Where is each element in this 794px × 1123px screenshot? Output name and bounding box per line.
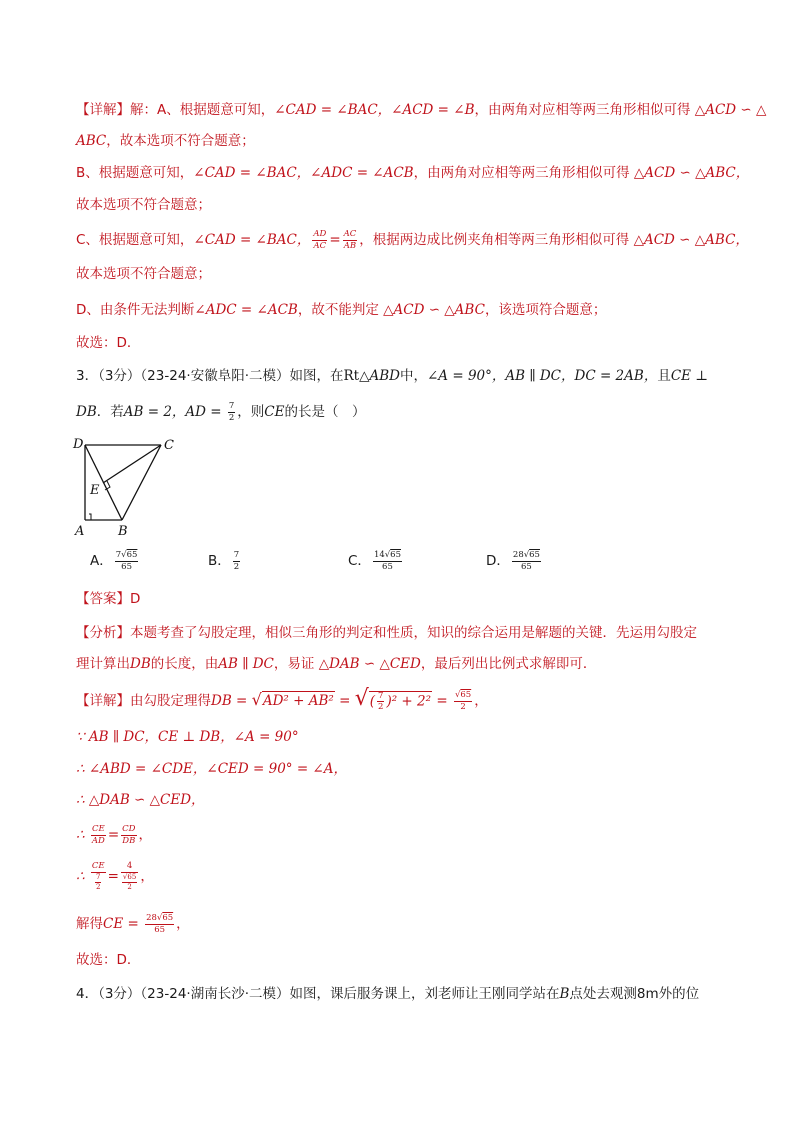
detail-text: B、根据题意可知， [76,165,194,181]
option-c-label: C． [348,553,371,569]
math-conditions: ∠A = 90°，AB ∥ DC，DC = 2AB， [426,368,658,384]
math-angle-eq-3: ∠CAD = ∠BAC， [193,232,311,248]
analysis-text: ，最后列出比例式求解即可． [420,656,597,672]
option-d[interactable] [486,549,543,571]
analysis-tag: 【分析】 [76,625,130,641]
step-therefore-1: ∴ ∠ABD = ∠CDE，∠CED = 90° = ∠A， [76,761,347,777]
detail-line-d1 [76,301,606,319]
detail-tag: 【详解】 [76,693,130,709]
question-text: 点处去观测8m外的位 [569,986,700,1002]
question-3-line-2: DB．若AB = 2，AD = $\frac{7}{2}$ ，则CE的长是（ ） [76,401,366,423]
question-text: 3．（3分）（23-24·安徽阜阳·二模）如图，在 [76,368,344,384]
detail-line-b2 [76,196,211,214]
answer-line [76,590,140,608]
question-4-line-1 [76,985,699,1003]
math-rt-abd: Rt△ABD [343,368,400,384]
detail-text: 故选：D． [76,952,141,968]
question-text: ．若 [96,404,124,420]
analysis-text: 理计算出 [76,656,130,672]
option-c[interactable] [348,549,404,571]
math-similar: △ACD ∽ △ABC， [629,232,749,248]
step-solve: 解得CE = $\frac{28√65}{65}$ ， [76,913,190,935]
detail-text: 故选：D． [76,335,141,351]
detail-text: 解得 [76,916,103,932]
detail-text: ，根据两边成比例夹角相等两三角形相似可得 [359,232,630,248]
analysis-line-1 [76,624,697,642]
label-e: E [90,483,100,498]
math-fraction: $\frac{7√65}{65}$ [115,550,138,572]
option-b-label: B． [208,553,231,569]
answer-tag: 【答案】 [76,591,130,607]
detail-text: ，由两角对应相等两三角形相似可得 [413,165,630,181]
math-angle-eq-4: ∠ADC = ∠ACB [194,302,298,318]
math-fraction: $\frac{28√65}{65}$ [512,550,540,572]
math-abc: ABC [76,133,107,149]
label-d: D [73,437,84,452]
question-text: 4．（3分）（23-24·湖南长沙·二模）如图，课后服务课上，刘老师让王刚同学站在 [76,986,560,1002]
detail-tag: 【详解】 [76,102,130,118]
label-b: B [118,524,128,539]
detail-text: 由勾股定理得 [130,693,211,709]
detail-text: ，故不能判定 [297,302,379,318]
detail-line-choose [76,334,140,352]
detail-text: ，由两角对应相等两三角形相似可得 [474,102,691,118]
analysis-text: 的长度，由 [150,656,219,672]
step-therefore-4: ∴ $\frac{CE}{\frac{7}{2}}$ = $\frac{4}{\frac{√65}{2}}$ ， [76,861,154,891]
detail-text: 解：A、根据题意可知， [130,102,275,118]
math-point-b: B [559,986,570,1002]
detail-line-pythag: 【详解】由勾股定理得DB = √AD² + AB² = √( $\frac{7}{2}$ )² + 2² = $\frac{√65}{2}$ ， [76,686,488,712]
detail-line-c1: C、根据题意可知，∠CAD = ∠BAC， $\frac{AD}{AC}$ = $\frac{AC}{AB}$ ，根据两边成比例夹角相等两三角形相似可得 △ACD ∽ △ABC， [76,229,749,251]
math-similar: △ACD ∽ △ [690,102,767,118]
answer-value: D [130,591,141,607]
detail-line-c2 [76,265,211,283]
detail-line-a1 [76,101,766,119]
option-d-label: D． [486,553,510,569]
question-text: ，则 [237,404,265,420]
analysis-line-2: 理计算出DB的长度，由AB ∥ DC，易证 △DAB ∽ △CED，最后列出比例式求解即可． [76,656,597,672]
math-angle-eq-2: ∠CAD = ∠BAC，∠ADC = ∠ACB [193,165,414,181]
analysis-text: ，易证 [273,656,315,672]
detail-line-a2 [76,132,255,150]
detail-text: D、由条件无法判断 [76,302,195,318]
math-fraction: $\frac{7}{2}$ [228,401,235,423]
math-fraction: $\frac{7}{2}$ [233,550,240,572]
step-therefore-3: ∴ $\frac{CE}{AD}$ = $\frac{CD}{DB}$ ， [76,824,152,846]
option-b[interactable] [208,549,242,571]
math-fraction: $\frac{√65}{2}$ [454,690,472,712]
analysis-text: 本题考查了勾股定理，相似三角形的判定和性质，知识的综合运用是解题的关键．先运用勾股定 [130,625,697,641]
math-fraction: $\frac{14√65}{65}$ [373,550,401,572]
question-3-line-1: 3．（3分）（23-24·安徽阜阳·二模）如图，在Rt△ABD中，∠A = 90°，AB ∥ DC，DC = 2AB，且CE ⊥ [76,368,708,384]
detail-text: C、根据题意可知， [76,232,194,248]
option-a-label: A． [90,553,113,569]
step-choose [76,951,140,969]
question-text: 的长是（ ） [284,404,366,420]
step-because: ∵ AB ∥ DC，CE ⊥ DB，∠A = 90° [76,729,299,745]
detail-text: 故本选项不符合题意； [76,266,211,282]
detail-text: ，故本选项不符合题意； [106,133,255,149]
math-fraction: $\frac{AC}{AB}$ [343,229,357,251]
detail-text: ，该选项符合题意； [484,302,607,318]
label-a: A [75,524,85,539]
math-angle-eq-1: ∠CAD = ∠BAC，∠ACD = ∠B [274,102,475,118]
math-similar: △ACD ∽ △ABC [378,302,485,318]
detail-text: 故本选项不符合题意； [76,197,211,213]
step-therefore-2: ∴ △DAB ∽ △CED， [76,792,205,808]
detail-line-b1 [76,164,749,182]
math-fraction: $\frac{AD}{AC}$ [313,229,327,251]
question-text: 中， [399,368,427,384]
geometry-figure [70,435,180,541]
math-similar: △ACD ∽ △ABC， [629,165,750,181]
label-c: C [164,438,174,453]
option-a[interactable] [90,549,140,571]
math-fraction: $\frac{28√65}{65}$ [146,913,174,935]
